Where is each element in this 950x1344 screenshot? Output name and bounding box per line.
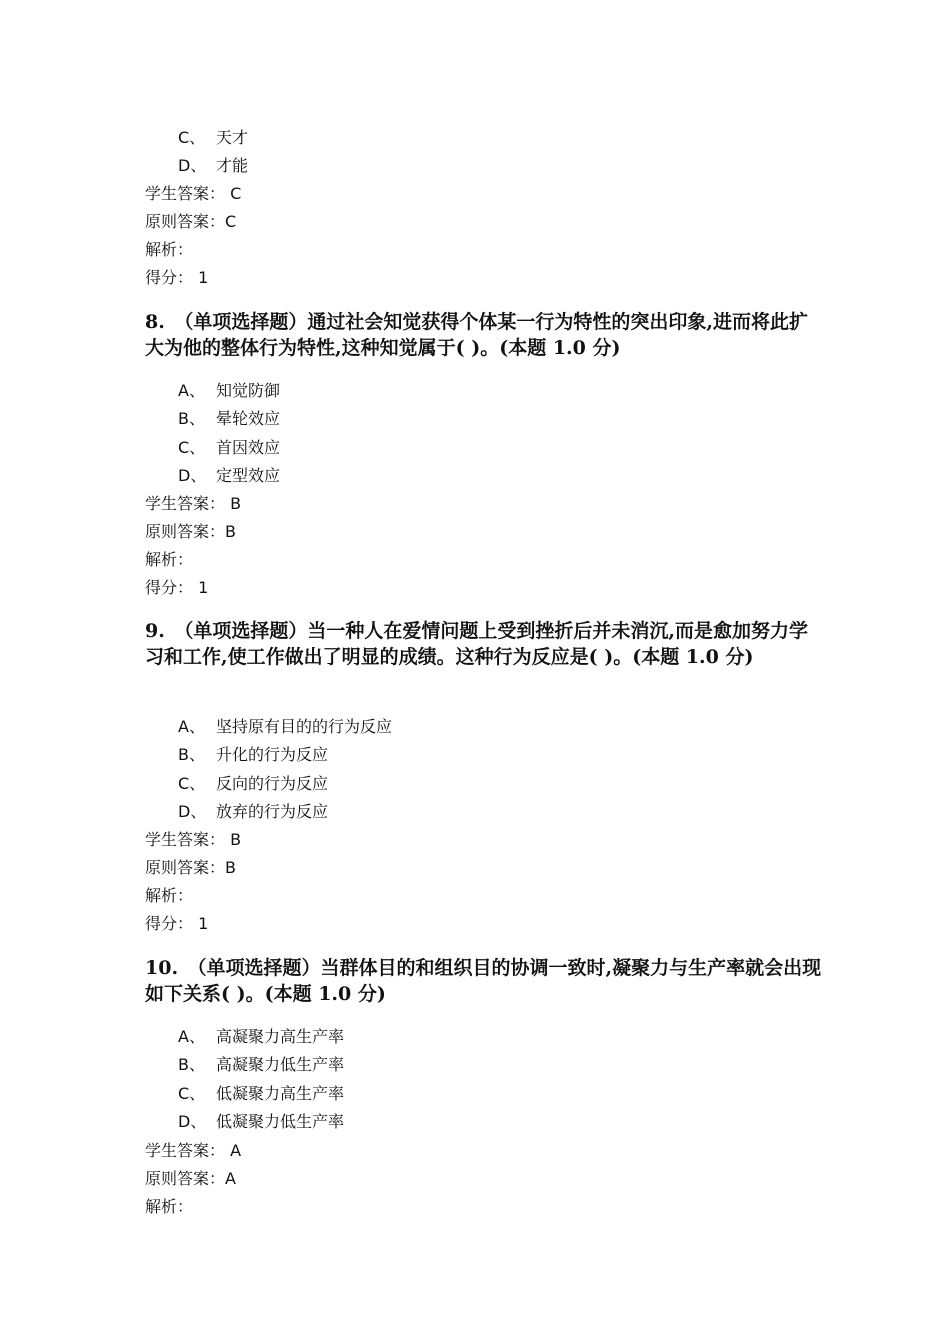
student-answer: 学生答案： C: [145, 184, 242, 203]
question-8: 8. （单项选择题）通过社会知觉获得个体某一行为特性的突出印象,进而将此扩大为他的整体行为特性,这种知觉属于( )。(本题 1.0 分): [145, 311, 808, 359]
option-d: D、 低凝聚力低生产率: [178, 1112, 345, 1131]
option-a: A、 坚持原有目的的行为反应: [178, 717, 393, 736]
score: 得分： 1: [145, 578, 209, 597]
standard-answer: 原则答案：B: [145, 522, 236, 541]
option-b: B、 高凝聚力低生产率: [178, 1055, 345, 1074]
score: 得分： 1: [145, 914, 209, 933]
analysis: 解析：: [145, 550, 194, 569]
option-c: C、 低凝聚力高生产率: [178, 1084, 345, 1103]
option-b: B、 晕轮效应: [178, 409, 281, 428]
analysis: 解析：: [145, 240, 194, 259]
standard-answer: 原则答案：B: [145, 858, 236, 877]
score: 得分： 1: [145, 268, 209, 287]
option-d: D、 才能: [178, 156, 249, 175]
standard-answer: 原则答案：C: [145, 212, 237, 231]
option-c: C、 反向的行为反应: [178, 774, 329, 793]
student-answer: 学生答案： B: [145, 830, 242, 849]
option-a: A、 知觉防御: [178, 381, 281, 400]
question-10: 10. （单项选择题）当群体目的和组织目的协调一致时,凝聚力与生产率就会出现如下关系( )。(本题 1.0 分): [145, 957, 822, 1005]
option-c: C、 天才: [178, 128, 249, 147]
standard-answer: 原则答案：A: [145, 1169, 236, 1188]
analysis: 解析：: [145, 886, 194, 905]
option-a: A、 高凝聚力高生产率: [178, 1027, 345, 1046]
student-answer: 学生答案： B: [145, 494, 242, 513]
student-answer: 学生答案： A: [145, 1141, 242, 1160]
option-d: D、 定型效应: [178, 466, 281, 485]
option-c: C、 首因效应: [178, 438, 281, 457]
question-9: 9. （单项选择题）当一种人在爱情问题上受到挫折后并未消沉,而是愈加努力学习和工作,使工作做出了明显的成绩。这种行为反应是( )。(本题 1.0 分): [145, 620, 808, 668]
option-d: D、 放弃的行为反应: [178, 802, 329, 821]
analysis: 解析：: [145, 1197, 194, 1216]
option-b: B、 升化的行为反应: [178, 745, 329, 764]
